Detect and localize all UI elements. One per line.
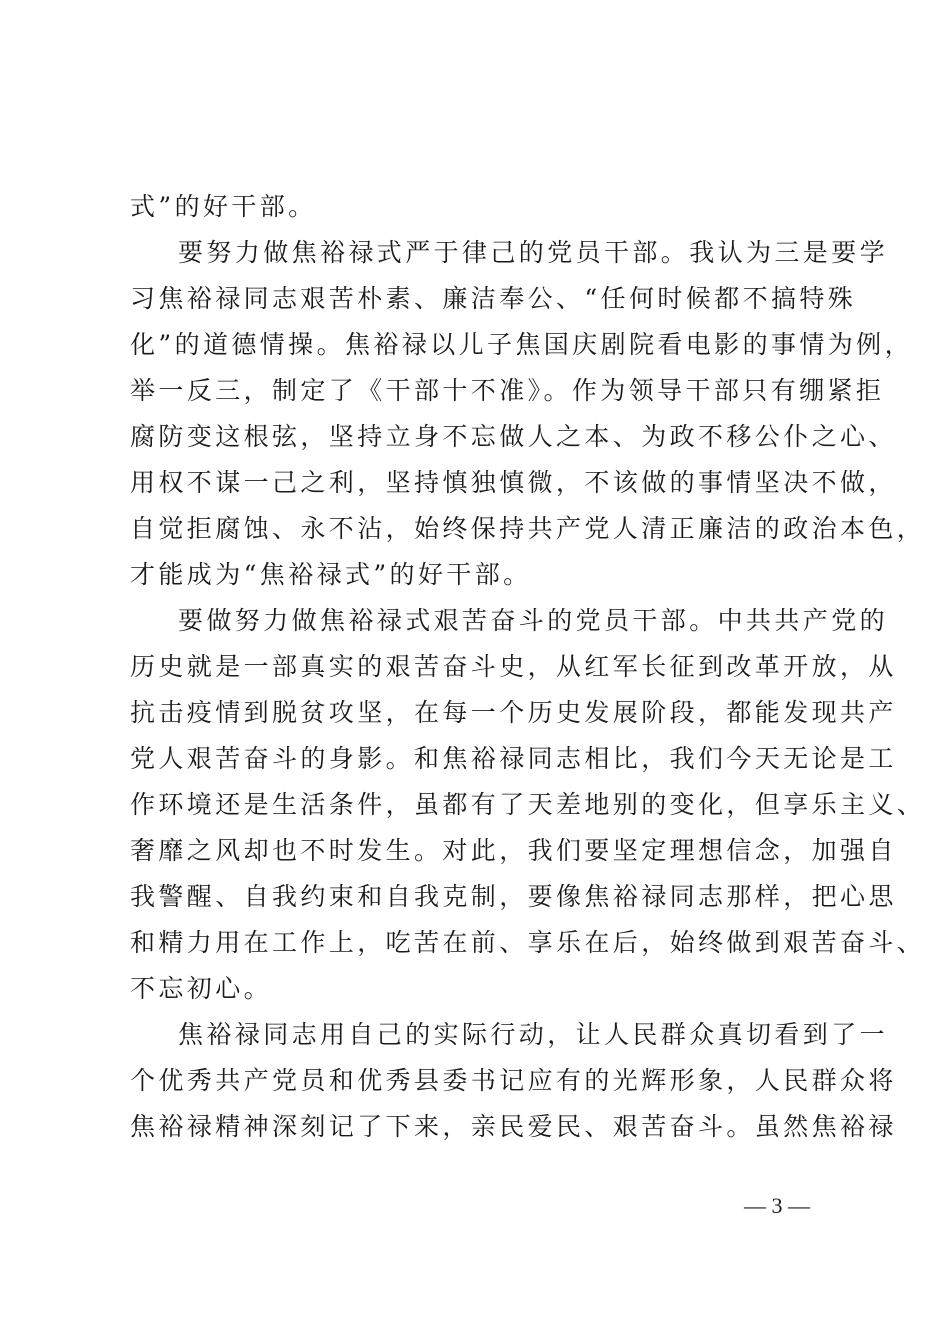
page-number: — 3 — [744, 1193, 810, 1218]
text-line: 习焦裕禄同志艰苦朴素、廉洁奉公、“任何时候都不搞特殊 [130, 284, 857, 313]
text-line: 个优秀共产党员和优秀县委书记应有的光辉形象，人民群众将 [130, 1066, 897, 1095]
text-line: 我警醒、自我约束和自我克制，要像焦裕禄同志那样，把心思 [130, 882, 897, 911]
paragraph-first-line: 焦裕禄同志用自己的实际行动，让人民群众真切看到了一 [178, 1020, 889, 1049]
paragraph-first-line: 要做努力做焦裕禄式艰苦奋斗的党员干部。中共共产党的 [178, 606, 889, 635]
text-line: 化”的道德情操。焦裕禄以儿子焦国庆剧院看电影的事情为例， [130, 330, 913, 359]
text-line: 腐防变这根弦，坚持立身不忘做人之本、为政不移公仆之心、 [130, 422, 897, 451]
text-line: 历史就是一部真实的艰苦奋斗史，从红军长征到改革开放，从 [130, 652, 897, 681]
text-line: 用权不谋一己之利，坚持慎独慎微，不该做的事情坚决不做， [130, 468, 897, 497]
text-line: 才能成为“焦裕禄式”的好干部。 [130, 560, 532, 589]
text-line: 举一反三，制定了《干部十不准》。作为领导干部只有绷紧拒 [130, 376, 885, 405]
text-line: 党人艰苦奋斗的身影。和焦裕禄同志相比，我们今天无论是工 [130, 744, 897, 773]
text-line: 焦裕禄精神深刻记了下来，亲民爱民、艰苦奋斗。虽然焦裕禄 [130, 1112, 897, 1141]
text-line: 作环境还是生活条件，虽都有了天差地别的变化，但享乐主义、 [130, 790, 926, 819]
text-line: 抗击疫情到脱贫攻坚，在每一个历史发展阶段，都能发现共产 [130, 698, 897, 727]
text-line: 奢靡之风却也不时发生。对此，我们要坚定理想信念，加强自 [130, 836, 897, 865]
text-line: 式”的好干部。 [130, 192, 317, 221]
text-line: 不忘初心。 [130, 974, 273, 1003]
text-line: 和精力用在工作上，吃苦在前、享乐在后，始终做到艰苦奋斗、 [130, 928, 926, 957]
paragraph-first-line: 要努力做焦裕禄式严于律己的党员干部。我认为三是要学 [178, 238, 889, 267]
text-line: 自觉拒腐蚀、永不沾，始终保持共产党人清正廉洁的政治本色， [130, 514, 926, 543]
